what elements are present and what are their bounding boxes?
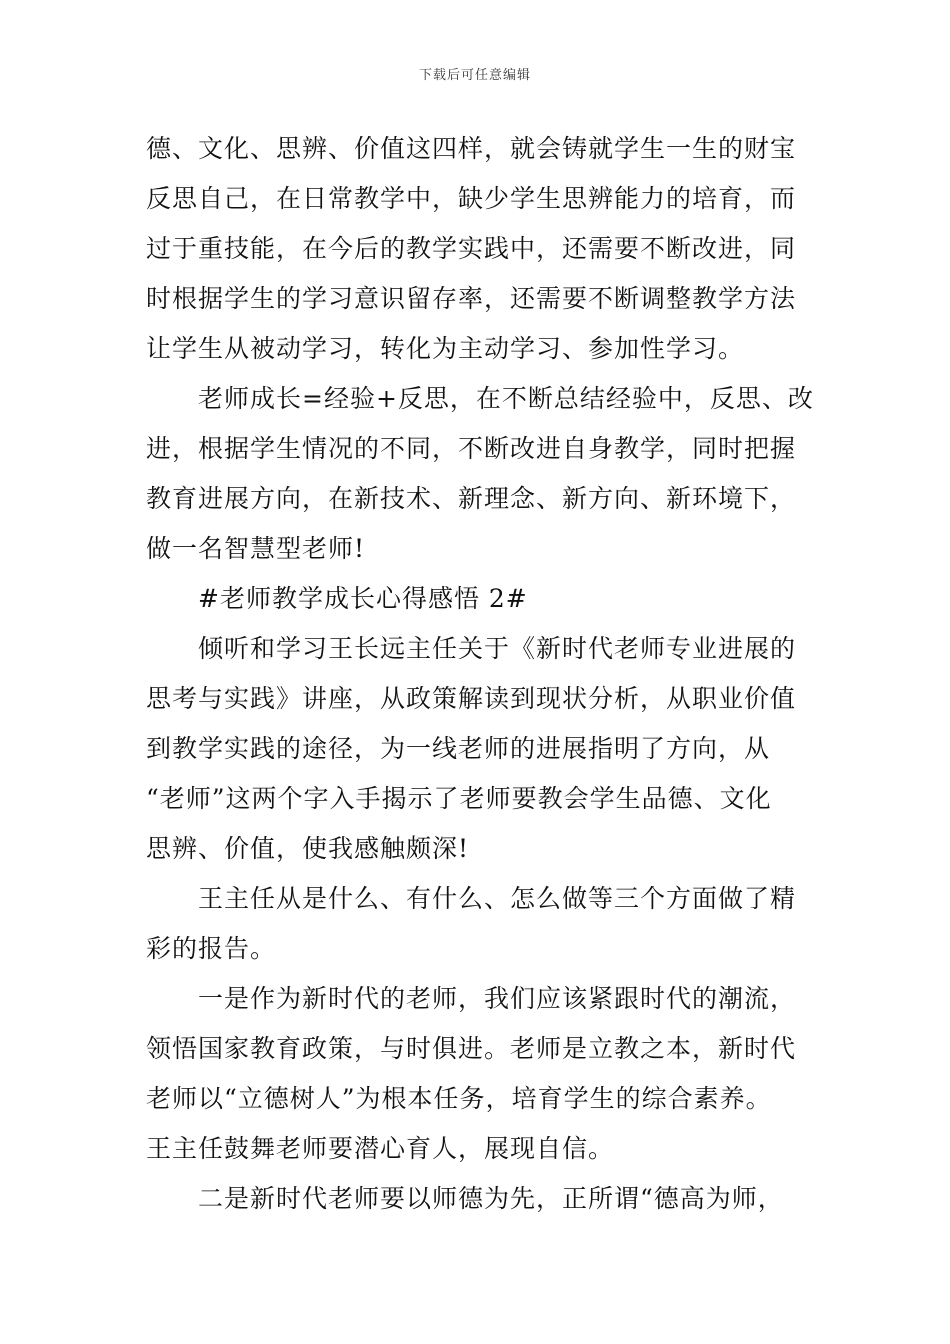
text-line: 一是作为新时代的老师，我们应该紧跟时代的潮流， [198, 984, 797, 1013]
document-body [146, 124, 812, 1224]
text-line: 反思自己，在日常教学中，缺少学生思辨能力的培育，而 [146, 184, 797, 213]
text-line: 过于重技能，在今后的教学实践中，还需要不断改进，同 [146, 234, 797, 263]
text-line: #老师教学成长心得感悟 2# [198, 584, 528, 613]
text-line: 王主任从是什么、有什么、怎么做等三个方面做了精 [198, 884, 797, 913]
text-line: 思考与实践》讲座，从政策解读到现状分析，从职业价值 [146, 684, 797, 713]
text-line: 二是新时代老师要以师德为先，正所谓“德高为师， [198, 1184, 784, 1213]
text-line: 做一名智慧型老师! [146, 534, 366, 563]
text-line: 倾听和学习王长远主任关于《新时代老师专业进展的 [198, 634, 797, 663]
text-line: 老师成长=经验+反思，在不断总结经验中，反思、改 [198, 384, 814, 413]
text-line: 让学生从被动学习，转化为主动学习、参加性学习。 [146, 334, 745, 363]
text-line: 进，根据学生情况的不同，不断改进自身教学，同时把握 [146, 434, 797, 463]
text-line: 老师以“立德树人”为根本任务，培育学生的综合素养。 [146, 1084, 772, 1113]
text-line: 教育进展方向，在新技术、新理念、新方向、新环境下， [146, 484, 797, 513]
text-line: 王主任鼓舞老师要潜心育人，展现自信。 [146, 1134, 615, 1163]
page-header: 下载后可任意编辑 [418, 68, 531, 83]
text-line: 彩的报告。 [146, 934, 277, 963]
text-line: 到教学实践的途径，为一线老师的进展指明了方向，从 [146, 734, 771, 763]
text-line: 时根据学生的学习意识留存率，还需要不断调整教学方法 [146, 284, 797, 313]
text-line: 德、文化、思辨、价值这四样，就会铸就学生一生的财宝 [146, 134, 797, 163]
text-line: 领悟国家教育政策，与时俱进。老师是立教之本，新时代 [146, 1034, 797, 1063]
text-line: “老师”这两个字入手揭示了老师要教会学生品德、文化 [146, 784, 772, 813]
text-line: 思辨、价值，使我感触颇深! [146, 834, 470, 863]
